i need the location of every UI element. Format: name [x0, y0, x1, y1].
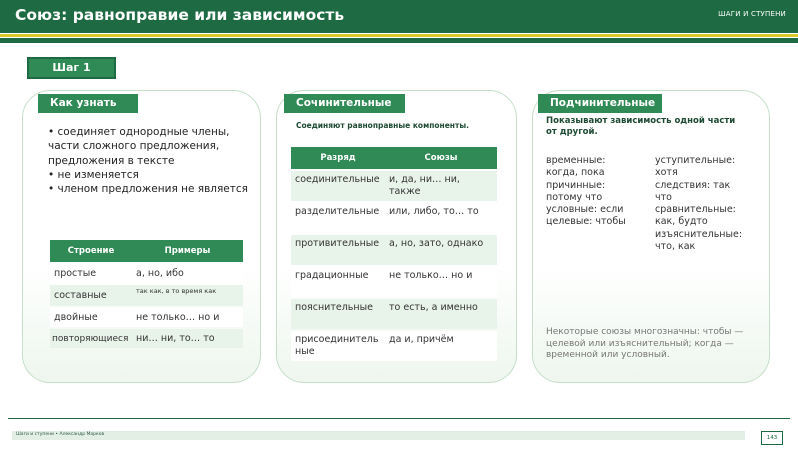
card-tab-how-to-recognize: Как узнать	[38, 94, 138, 113]
bullet-item: • не изменяется	[48, 168, 139, 181]
table-cell: двойные	[50, 308, 132, 327]
header-bar	[0, 0, 798, 33]
subordinating-left-column	[546, 155, 626, 229]
card-tab-coordinating: Сочинительные	[284, 94, 405, 113]
table-header-cell: Строение	[50, 240, 132, 262]
table-cell: соединительные	[291, 171, 385, 201]
table-row	[50, 264, 243, 283]
list-item: изъяснительные:	[655, 228, 743, 240]
list-item: как, будто	[655, 216, 708, 228]
list-item: условные: если	[546, 204, 624, 216]
table-cell: простые	[50, 264, 132, 283]
header-tag: ШАГИ И СТУПЕНИ	[718, 10, 786, 18]
table-header-row	[50, 240, 243, 262]
table-row	[50, 308, 243, 327]
table-cell: а, но, зато, однако	[385, 235, 497, 265]
table-row	[291, 171, 497, 201]
list-item: что	[655, 191, 672, 203]
coordinating-table	[291, 145, 497, 363]
table-header-cell: Союзы	[385, 147, 497, 169]
table-cell: составные	[50, 285, 132, 306]
list-item: временные:	[546, 155, 606, 166]
table-row	[291, 235, 497, 265]
table-cell: так как, в то время как	[132, 285, 243, 306]
table-cell: противительные	[291, 235, 385, 265]
header-stripe-yellow	[0, 34, 798, 37]
table-header-cell: Разряд	[291, 147, 385, 169]
table-cell: а, но, ибо	[132, 264, 243, 283]
table-cell: или, либо, то… то	[385, 203, 497, 233]
table-cell: да и, причём	[385, 331, 497, 361]
table-cell: то есть, а именно	[385, 299, 497, 329]
recognition-bullets	[48, 125, 263, 196]
subordinating-subtitle: Показывают зависимость одной части от другой.	[546, 116, 736, 137]
table-row	[291, 267, 497, 297]
table-row	[50, 285, 243, 306]
bullet-item: • членом предложения не является	[48, 183, 248, 196]
table-cell: пояснительные	[291, 299, 385, 329]
step-label: Шаг 1	[27, 57, 116, 79]
list-item: когда, пока	[546, 167, 605, 179]
list-item: целевые: чтобы	[546, 216, 626, 228]
footer-divider	[8, 418, 790, 419]
list-item: сравнительные:	[655, 204, 736, 216]
page-title: Союз: равноправие или зависимость	[15, 6, 345, 24]
table-cell: повторяющиеся	[50, 329, 132, 348]
table-cell: ни… ни, то… то	[132, 329, 243, 348]
table-cell: градационные	[291, 267, 385, 297]
table-cell: не только… но и	[132, 308, 243, 327]
list-item: уступительные:	[655, 155, 736, 166]
list-item: следствия: так	[655, 179, 731, 191]
list-item: хотя	[655, 167, 678, 179]
table-cell: присоединительные	[291, 331, 385, 361]
header-stripe-green	[0, 38, 798, 43]
structure-table	[50, 238, 243, 350]
table-row	[291, 331, 497, 361]
table-cell: не только… но и	[385, 267, 497, 297]
table-cell: и, да, ни… ни, также	[385, 171, 497, 201]
list-item: что, как	[655, 241, 696, 253]
coordinating-subtitle: Соединяют равноправные компоненты.	[296, 121, 469, 130]
table-row	[50, 329, 243, 348]
page-number: 143	[761, 431, 783, 445]
bullet-item: • соединяет однородные члены, части сложного предложения, предложения в тексте	[48, 126, 230, 167]
table-header-cell: Примеры	[132, 240, 243, 262]
table-row	[291, 299, 497, 329]
list-item: потому что	[546, 191, 603, 203]
subordinating-right-column	[655, 155, 742, 253]
table-cell: разделительные	[291, 203, 385, 233]
list-item: причинные:	[546, 179, 606, 191]
polysemy-note: Некоторые союзы многозначны: чтобы — целевой или изъяснительный; когда — временной или условный.	[546, 327, 744, 360]
footer-text: Шаги и ступени • Александр Марков	[16, 432, 105, 437]
table-header-row	[291, 147, 497, 169]
footer-bar	[12, 431, 745, 440]
table-row	[291, 203, 497, 233]
card-tab-subordinating: Подчинительные	[538, 94, 662, 113]
